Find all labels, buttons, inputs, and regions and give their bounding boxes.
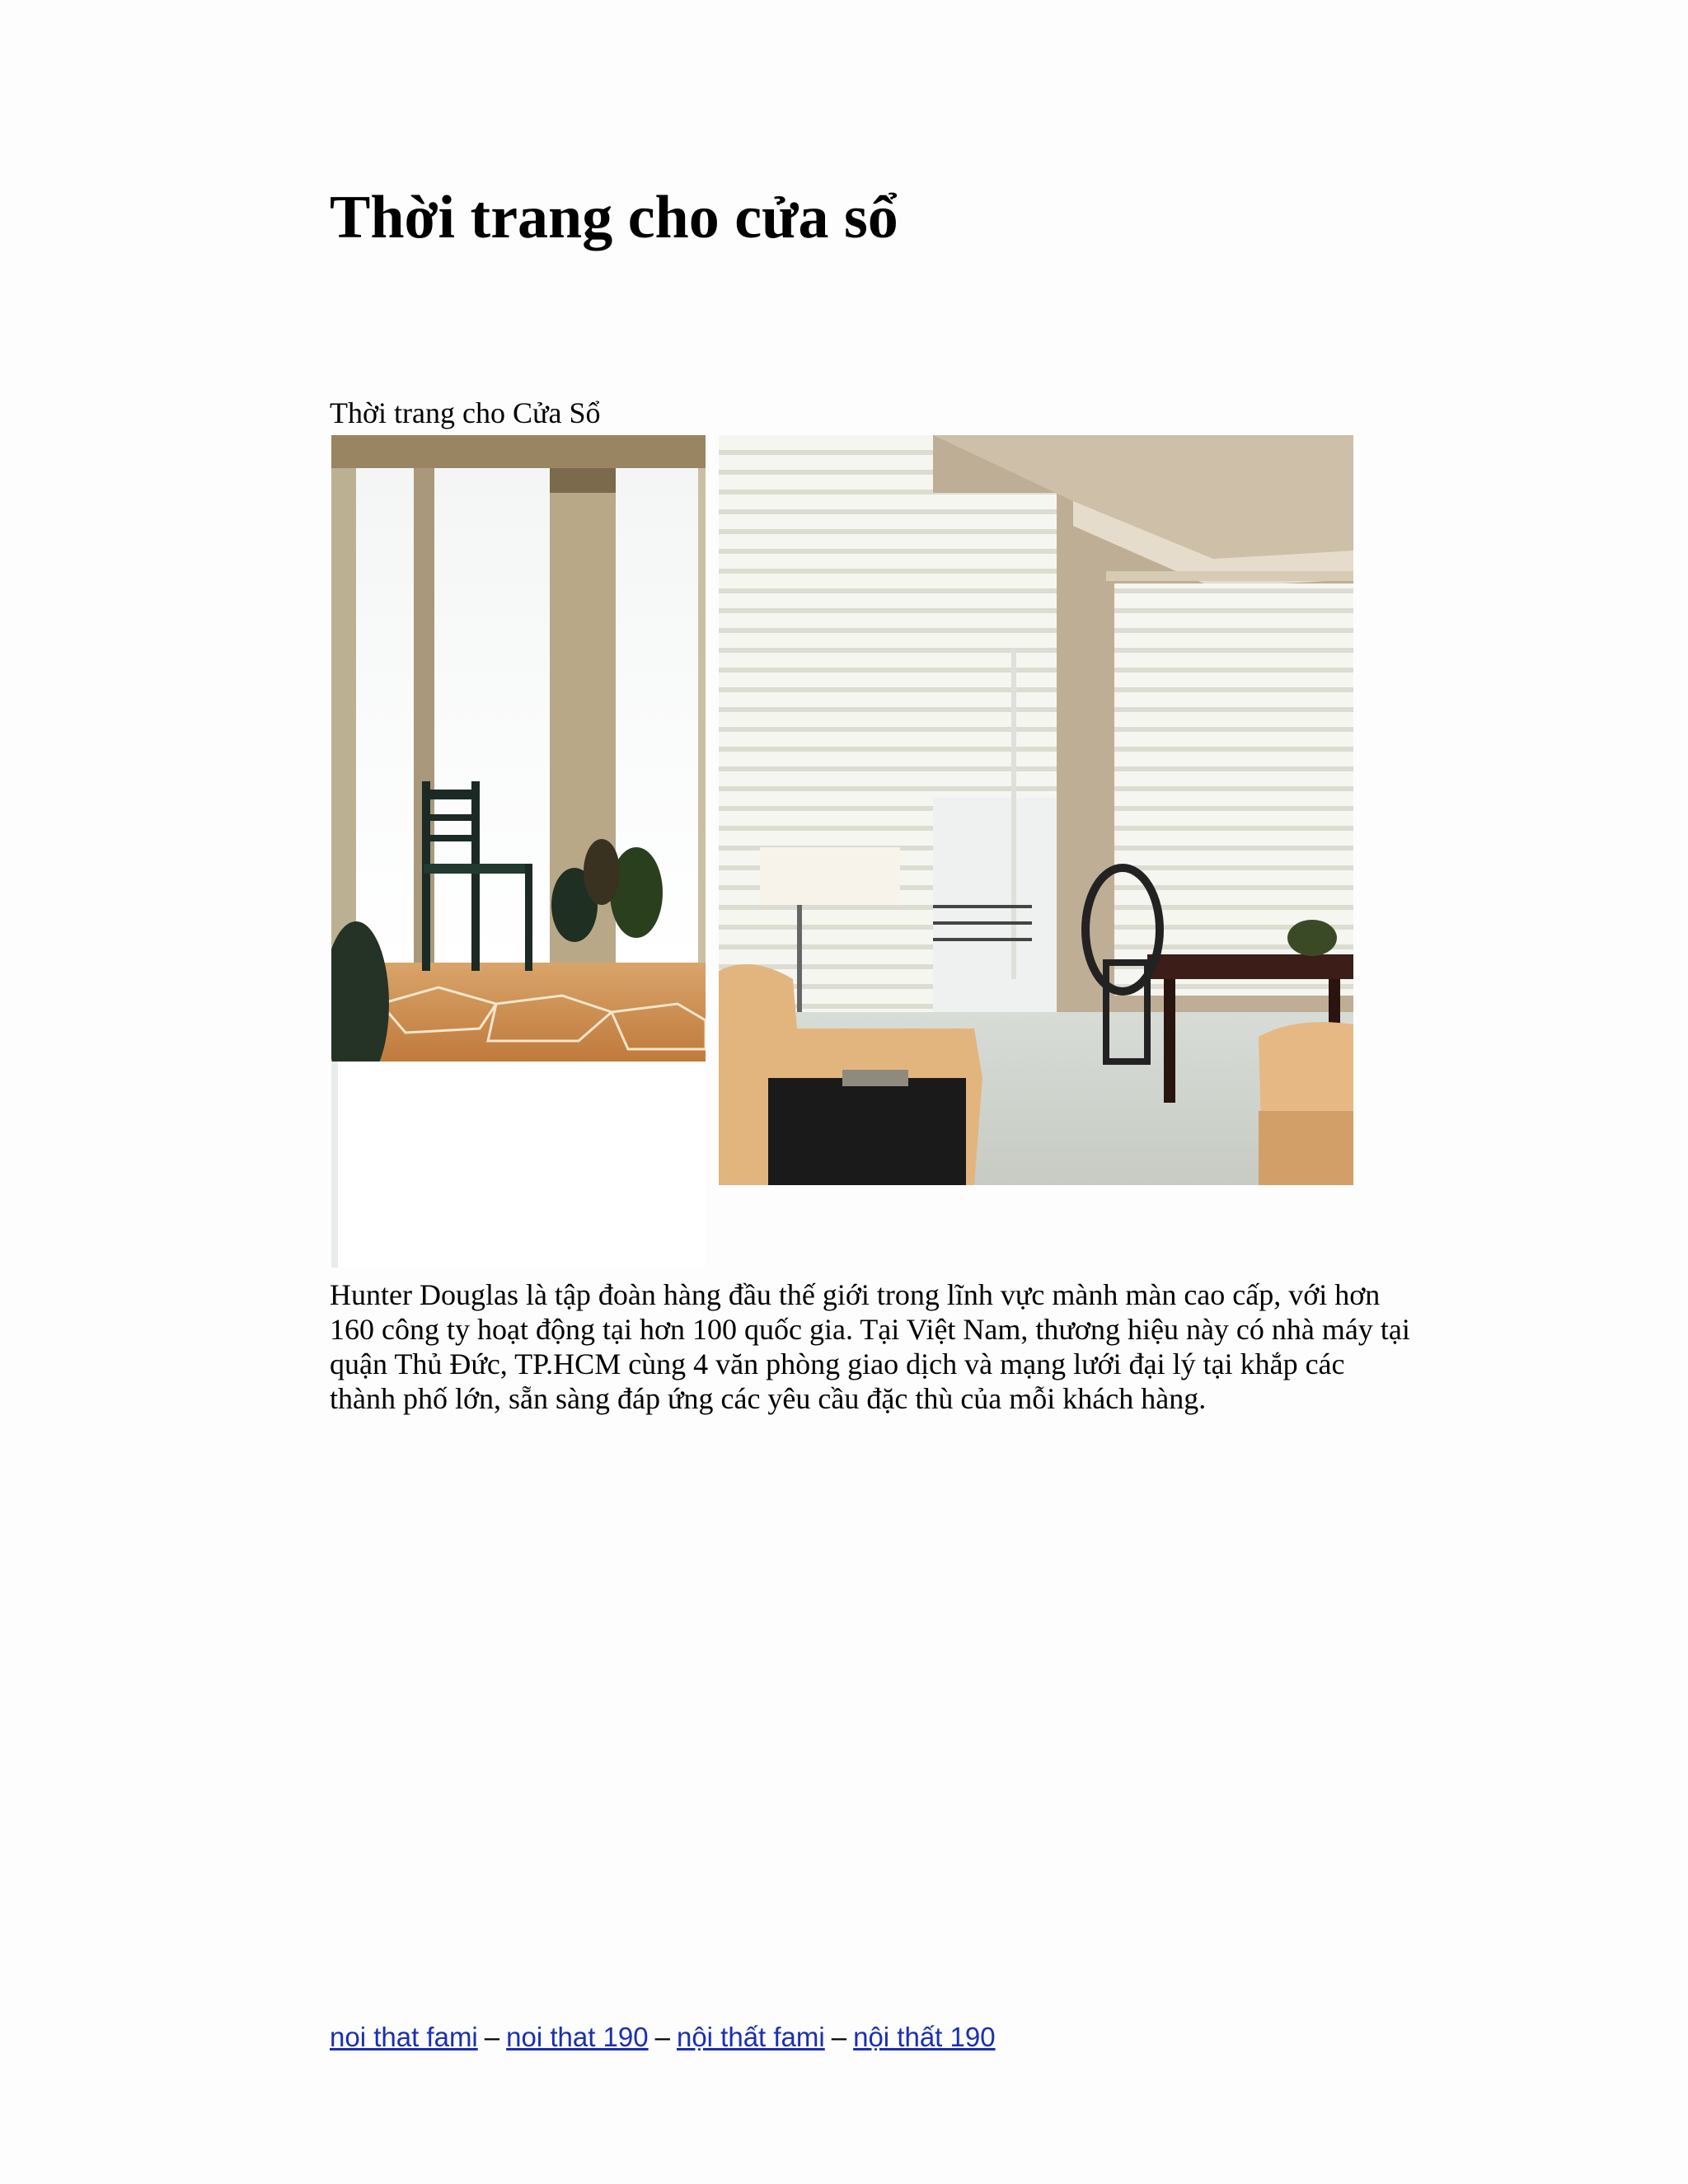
paragraph-line: 160 công ty hoạt động tại hơn 100 quốc gia. Tại Việt Nam, thương hiệu này có nhà máy tại bbox=[330, 1313, 1410, 1346]
link-noi-that-190-accented[interactable]: nội thất 190 bbox=[853, 2022, 996, 2052]
link-noi-that-190[interactable]: noi that 190 bbox=[506, 2022, 649, 2052]
link-noi-that-fami[interactable]: noi that fami bbox=[330, 2022, 478, 2052]
paragraph-line: quận Thủ Đức, TP.HCM cùng 4 văn phòng giao dịch và mạng lưới đại lý tại khắp các bbox=[330, 1347, 1345, 1380]
article-paragraph bbox=[330, 1277, 1484, 1416]
paragraph-line: Hunter Douglas là tập đoàn hàng đầu thế giới trong lĩnh vực mành màn cao cấp, với hơn bbox=[330, 1278, 1381, 1311]
link-separator: – bbox=[654, 2022, 670, 2052]
link-separator: – bbox=[484, 2022, 500, 2052]
link-separator: – bbox=[831, 2022, 847, 2052]
photo-sheer-shades-room bbox=[331, 435, 706, 1268]
footer-links bbox=[330, 2022, 996, 2053]
page-title: Thời trang cho cửa sổ bbox=[330, 184, 898, 251]
paragraph-line: thành phố lớn, sẵn sàng đáp ứng các yêu cầu đặc thù của mỗi khách hàng. bbox=[330, 1382, 1207, 1415]
photo-living-room-blinds bbox=[719, 435, 1353, 1185]
link-noi-that-fami-accented[interactable]: nội thất fami bbox=[676, 2022, 825, 2052]
image-caption: Thời trang cho Cửa Sổ bbox=[330, 396, 601, 429]
